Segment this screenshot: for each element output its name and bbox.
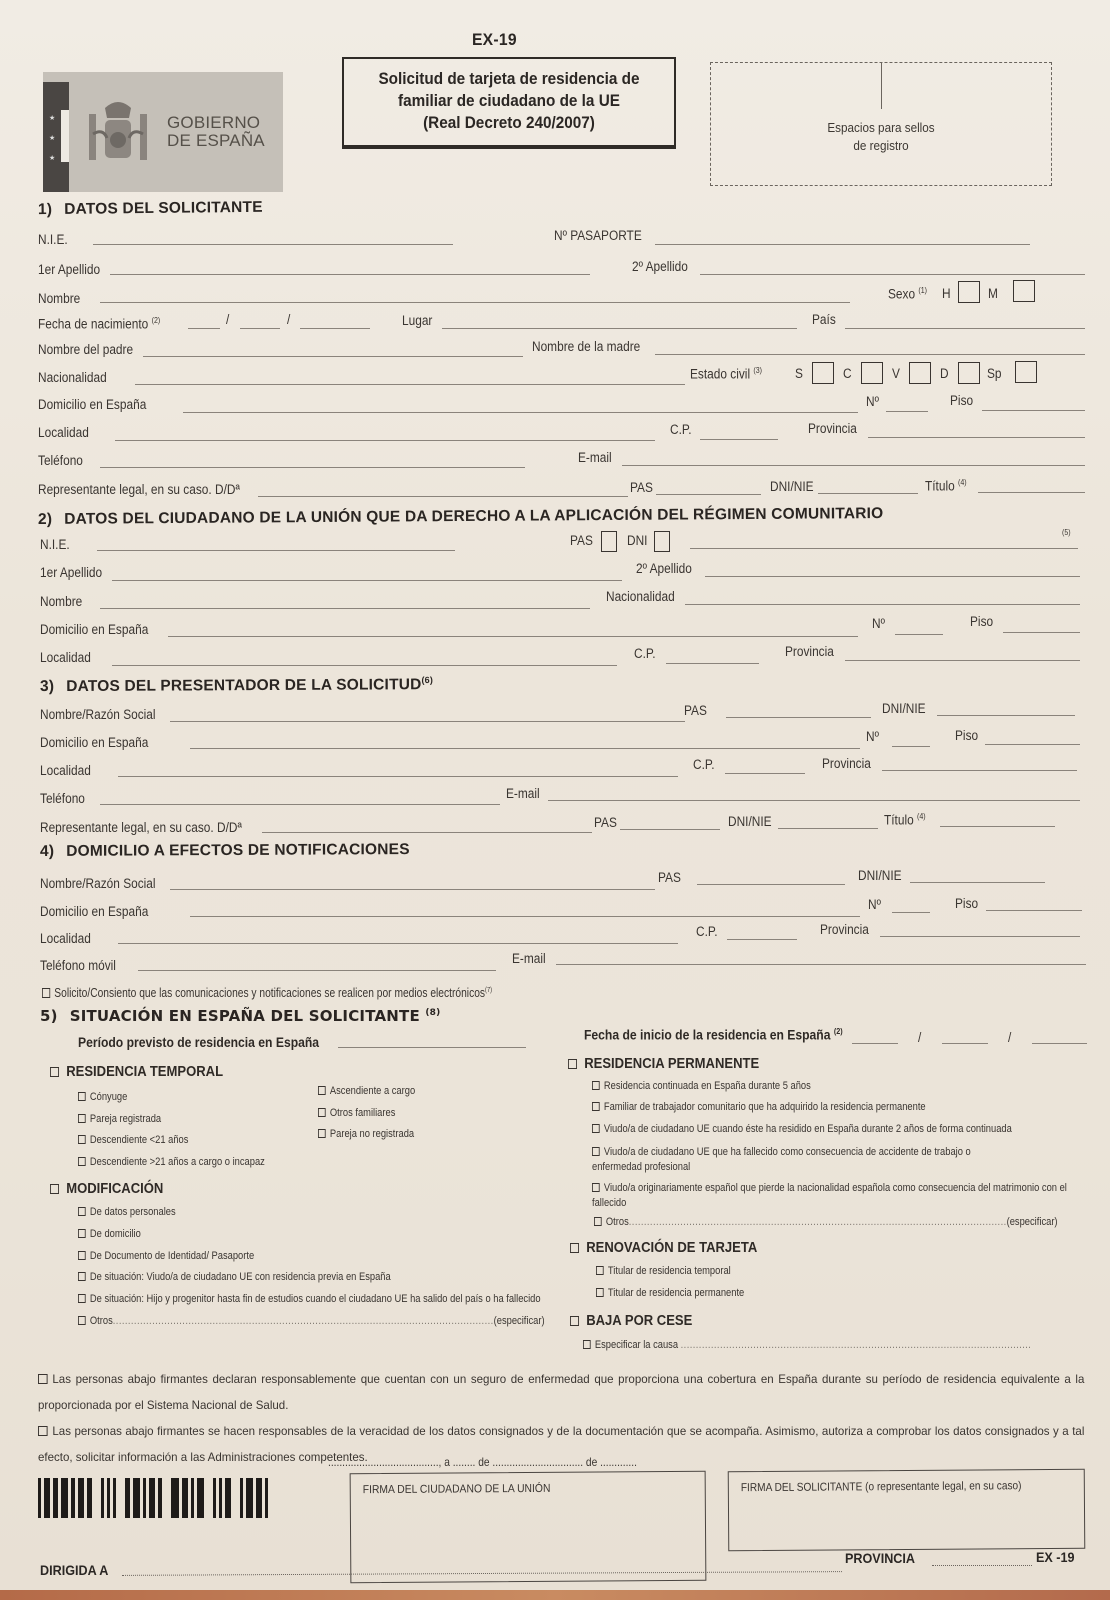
ue-localidad-input[interactable]	[112, 665, 617, 666]
mod-documento-checkbox[interactable]: De Documento de Identidad/ Pasaporte	[78, 1250, 254, 1262]
sexo-h-checkbox[interactable]	[958, 281, 980, 303]
label-ue-numero: Nº	[872, 616, 885, 631]
label-email: E-mail	[578, 450, 612, 465]
form-title-line-3: (Real Decreto 240/2007)	[423, 113, 595, 132]
pres-rep-pas-input[interactable]	[620, 829, 720, 830]
form-title-line-1: Solicitud de tarjeta de residencia de	[378, 69, 640, 88]
notif-cp-input[interactable]	[727, 939, 797, 940]
coat-of-arms-icon	[85, 94, 151, 172]
registry-stamp-area	[710, 62, 1052, 186]
label-estado-sp: Sp	[987, 366, 1002, 381]
label-pres-dninie: DNI/NIE	[882, 701, 926, 716]
label-pres-rep-dninie: DNI/NIE	[728, 814, 772, 829]
form-code: EX-19	[471, 30, 517, 49]
label-notif-pas: PAS	[658, 870, 681, 885]
notif-numero-input[interactable]	[892, 912, 930, 913]
label-periodo: Período previsto de residencia en España	[78, 1035, 320, 1050]
label-notif-email: E-mail	[512, 951, 546, 966]
label-pres-email: E-mail	[506, 786, 540, 801]
label-madre: Nombre de la madre	[532, 339, 641, 354]
label-pres-numero: Nº	[866, 729, 879, 744]
pas-input[interactable]	[656, 494, 761, 495]
ue-cp-input[interactable]	[666, 663, 759, 664]
ue-documento-input[interactable]	[690, 548, 1078, 549]
sexo-m-checkbox[interactable]	[1013, 280, 1035, 302]
dninie-input[interactable]	[818, 493, 918, 494]
notif-dninie-input[interactable]	[910, 882, 1045, 883]
firma-solicitante-label: FIRMA DEL SOLICITANTE (o representante legal, en su caso)	[740, 1480, 1022, 1495]
pres-email-input[interactable]	[548, 800, 1080, 801]
pres-piso-input[interactable]	[985, 744, 1080, 745]
label-dninie: DNI/NIE	[770, 479, 814, 494]
logo-bar: ★ ★ ★	[43, 82, 69, 192]
label-fecha-nacimiento: Fecha de nacimiento $^{(2)}$	[38, 316, 161, 332]
provincia-footer-input[interactable]	[932, 1552, 1032, 1566]
notif-email-input[interactable]	[556, 964, 1086, 965]
estado-v-checkbox[interactable]	[909, 362, 931, 384]
pres-telefono-input[interactable]	[100, 804, 500, 805]
label-ue-pas: PAS	[570, 533, 593, 548]
label-notif-piso: Piso	[955, 896, 979, 911]
fecha-nac-ano-input[interactable]	[300, 328, 370, 329]
checkbox-icon[interactable]	[50, 1184, 59, 1194]
label-ue-cp: C.P.	[634, 646, 656, 661]
estado-s-checkbox[interactable]	[812, 362, 834, 384]
residencia-temporal-checkbox[interactable]: RESIDENCIA TEMPORAL	[50, 1064, 223, 1080]
temporal-otros-familiares-checkbox[interactable]: Otros familiares	[318, 1107, 395, 1119]
label-piso: Piso	[950, 393, 974, 408]
notif-provincia-input[interactable]	[880, 936, 1080, 937]
label-estado-civil: Estado civil $^{(3)}$	[690, 366, 763, 382]
label-sexo-m: M	[988, 286, 998, 301]
pres-pas-input[interactable]	[726, 717, 871, 718]
label-sexo-h: H	[942, 286, 951, 301]
dirigida-input[interactable]	[122, 1558, 842, 1576]
label-notif-cp: C.P.	[696, 924, 718, 939]
temporal-conyuge-checkbox[interactable]: Cónyuge	[78, 1091, 127, 1103]
label-pais: País	[812, 312, 836, 327]
label-telefono: Teléfono	[38, 453, 83, 468]
mod-situacion-hijo-checkbox[interactable]: De situación: Hijo y progenitor hasta fin de estudios cuando el ciudadano UE ha salido del país o ha fallecido	[78, 1293, 541, 1305]
baja-causa-checkbox[interactable]: Especificar la causa ....................................................................................................................	[583, 1339, 1031, 1351]
perm-viudo-2-anos-checkbox[interactable]: Viudo/a de ciudadano UE cuando éste ha residido en España durante 2 años de forma continuada	[592, 1123, 1012, 1135]
provincia-input[interactable]	[868, 437, 1085, 438]
ue-numero-input[interactable]	[895, 634, 943, 635]
date-separator: /	[1008, 1030, 1012, 1045]
notif-pas-input[interactable]	[697, 884, 845, 885]
declaration-seguro-checkbox[interactable]	[38, 1374, 48, 1384]
mod-situacion-viudo-checkbox[interactable]: De situación: Viudo/a de ciudadano UE con residencia previa en España	[78, 1271, 391, 1283]
fecha-inicio-mes-input[interactable]	[942, 1043, 988, 1044]
pres-representante-input[interactable]	[262, 832, 592, 833]
date-separator: /	[918, 1030, 922, 1045]
pres-rep-dninie-input[interactable]	[778, 828, 878, 829]
declaration-seguro: Las personas abajo firmantes declaran responsablemente que cuentan con un seguro de enfermedad que proporciona una cobertura en España durante su período de residencia equivalente a la proporcionada por el Sistema Nacional de Salud.	[38, 1372, 1085, 1412]
gobierno-logo	[43, 72, 283, 192]
label-lugar: Lugar	[402, 313, 433, 328]
cp-input[interactable]	[700, 439, 778, 440]
perm-otros-checkbox[interactable]: Otros.............................................................................................................................(especificar)	[594, 1216, 1058, 1228]
nombre-input[interactable]	[100, 302, 850, 303]
estado-c-checkbox[interactable]	[861, 362, 883, 384]
label-pres-representante: Representante legal, en su caso. D/Dª	[40, 820, 242, 835]
label-sexo: Sexo $^{(1)}$	[888, 286, 928, 302]
fecha-inicio-dia-input[interactable]	[852, 1043, 898, 1044]
label-notif-localidad: Localidad	[40, 931, 91, 946]
stamp-text-1: Espacios para sellos	[827, 120, 935, 135]
lugar-input[interactable]	[442, 328, 797, 329]
notif-nombre-input[interactable]	[170, 889, 655, 890]
label-titulo: Título $^{(4)}$	[925, 478, 967, 494]
ue-apellido1-input[interactable]	[112, 580, 622, 581]
ue-provincia-input[interactable]	[845, 660, 1080, 661]
section-1-title: 1) DATOS DEL SOLICITANTE	[37, 198, 263, 219]
consent-electronic-checkbox[interactable]: Solicito/Consiento que las comunicaciones y notificaciones se realicen por medios electrónicos$^{(7)}$	[42, 986, 492, 1000]
label-apellido2: 2º Apellido	[632, 259, 688, 274]
label-pres-provincia: Provincia	[822, 756, 871, 771]
pasaporte-input[interactable]	[655, 244, 1030, 245]
temporal-ascendiente-checkbox[interactable]: Ascendiente a cargo	[318, 1085, 415, 1097]
label-notif-provincia: Provincia	[820, 922, 869, 937]
perm-familiar-trabajador-checkbox[interactable]: Familiar de trabajador comunitario que ha adquirido la residencia permanente	[592, 1101, 926, 1113]
residencia-permanente-checkbox[interactable]: RESIDENCIA PERMANENTE	[568, 1056, 759, 1072]
label-nombre: Nombre	[38, 291, 81, 306]
checkbox-icon[interactable]	[50, 1067, 59, 1077]
section-3-title: 3) DATOS DEL PRESENTADOR DE LA SOLICITUD$^{(6)}$	[39, 674, 434, 696]
checkbox-icon[interactable]	[570, 1316, 579, 1326]
temporal-descendiente-menor-checkbox[interactable]: Descendiente <21 años	[78, 1134, 188, 1146]
label-pres-piso: Piso	[955, 728, 979, 743]
telefono-input[interactable]	[100, 467, 525, 468]
label-pres-nombre: Nombre/Razón Social	[40, 707, 156, 722]
barcode	[38, 1478, 268, 1518]
label-ue-nacionalidad: Nacionalidad	[606, 589, 675, 604]
localidad-input[interactable]	[115, 440, 655, 441]
checkbox-icon[interactable]	[42, 988, 50, 998]
firma-ciudadano-label: FIRMA DEL CIUDADANO DE LA UNIÓN	[362, 1482, 551, 1497]
mod-datos-personales-checkbox[interactable]: De datos personales	[78, 1206, 176, 1218]
email-input[interactable]	[622, 465, 1085, 466]
label-pres-pas: PAS	[684, 703, 707, 718]
label-pres-telefono: Teléfono	[40, 791, 85, 806]
date-separator: /	[226, 312, 230, 327]
label-estado-d: D	[940, 366, 949, 381]
label-localidad: Localidad	[38, 425, 89, 440]
ue-pas-checkbox[interactable]	[601, 531, 617, 552]
ue-domicilio-input[interactable]	[168, 636, 858, 637]
piso-input[interactable]	[982, 410, 1085, 411]
label-ue-piso: Piso	[970, 614, 994, 629]
apellido1-input[interactable]	[110, 274, 590, 275]
label-ue-dni: DNI	[627, 533, 648, 548]
label-nie: N.I.E.	[38, 232, 68, 247]
perm-viudo-accidente-checkbox[interactable]: Viudo/a de ciudadano UE que ha fallecido como consecuencia de accidente de trabajo o enfermedad profesional	[592, 1146, 971, 1173]
pres-dninie-input[interactable]	[937, 715, 1075, 716]
titulo-input[interactable]	[978, 492, 1085, 493]
renovacion-checkbox[interactable]: RENOVACIÓN DE TARJETA	[570, 1240, 757, 1256]
notif-localidad-input[interactable]	[118, 943, 678, 944]
label-pres-cp: C.P.	[693, 757, 715, 772]
label-notif-numero: Nº	[868, 897, 881, 912]
label-notif-nombre: Nombre/Razón Social	[40, 876, 156, 891]
label-pres-localidad: Localidad	[40, 763, 91, 778]
label-ue-apellido2: 2º Apellido	[636, 561, 692, 576]
pres-domicilio-input[interactable]	[190, 748, 860, 749]
perm-viudo-nacionalidad-checkbox[interactable]: Viudo/a originariamente español que pierde la nacionalidad española como consecuencia del matrimonio con el fallecido	[592, 1182, 1067, 1209]
ue-nacionalidad-input[interactable]	[685, 604, 1080, 605]
label-nacionalidad: Nacionalidad	[38, 370, 107, 385]
provincia-footer-label: PROVINCIA	[845, 1550, 916, 1566]
padre-input[interactable]	[143, 356, 523, 357]
place-date-field[interactable]: ......................................., a ........ de ................................ de .............	[328, 1455, 637, 1469]
pres-provincia-input[interactable]	[882, 770, 1077, 771]
label-notif-dninie: DNI/NIE	[858, 868, 902, 883]
pres-nombre-input[interactable]	[170, 721, 685, 722]
domicilio-input[interactable]	[183, 412, 858, 413]
firma-solicitante-box[interactable]	[728, 1469, 1086, 1551]
estado-d-checkbox[interactable]	[958, 362, 980, 384]
stamp-text-2: de registro	[853, 138, 909, 153]
baja-cese-checkbox[interactable]: BAJA POR CESE	[570, 1313, 692, 1329]
renov-temporal-checkbox[interactable]: Titular de residencia temporal	[596, 1265, 731, 1277]
fecha-nac-mes-input[interactable]	[240, 328, 280, 329]
label-numero: Nº	[866, 394, 879, 409]
checkbox-icon[interactable]	[568, 1059, 577, 1069]
fecha-nac-dia-input[interactable]	[188, 328, 220, 329]
temporal-pareja-registrada-checkbox[interactable]: Pareja registrada	[78, 1113, 161, 1125]
label-ue-nie: N.I.E.	[40, 537, 70, 552]
pres-numero-input[interactable]	[892, 746, 930, 747]
label-ue-provincia: Provincia	[785, 644, 834, 659]
label-pres-titulo: Título $^{(4)}$	[884, 812, 926, 828]
temporal-descendiente-mayor-checkbox[interactable]: Descendiente >21 años a cargo o incapaz	[78, 1156, 265, 1168]
pres-cp-input[interactable]	[725, 773, 805, 774]
section-5-title: 5) SITUACIÓN EN ESPAÑA DEL SOLICITANTE $^{(8)}$	[40, 1007, 441, 1025]
label-apellido1: 1er Apellido	[38, 262, 101, 277]
dirigida-label: DIRIGIDA A	[40, 1562, 109, 1578]
label-pas: PAS	[630, 480, 653, 495]
mod-domicilio-checkbox[interactable]: De domicilio	[78, 1228, 141, 1240]
pais-input[interactable]	[845, 328, 1085, 329]
logo-text-2: DE ESPAÑA	[167, 131, 265, 150]
declaration-veracidad: Las personas abajo firmantes se hacen responsables de la veracidad de los datos consignados y de la documentación que se acompaña. Asimismo, autoriza a comprobar los datos consignados y a tal efecto, solicitar información a las Administraciones competentes.	[38, 1424, 1085, 1464]
ue-doc-note: (5)	[1062, 528, 1071, 537]
estado-sp-checkbox[interactable]	[1015, 361, 1037, 383]
madre-input[interactable]	[655, 354, 1085, 355]
modificacion-checkbox[interactable]: MODIFICACIÓN	[50, 1181, 163, 1197]
label-ue-domicilio: Domicilio en España	[40, 622, 149, 637]
nie-input[interactable]	[93, 244, 453, 245]
label-notif-telefono-movil: Teléfono móvil	[40, 958, 116, 973]
date-separator: /	[287, 312, 291, 327]
label-padre: Nombre del padre	[38, 342, 134, 357]
form-title-line-2: familiar de ciudadano de la UE	[398, 91, 620, 110]
periodo-input[interactable]	[338, 1047, 526, 1048]
label-fecha-inicio: Fecha de inicio de la residencia en España $^{(2)}$	[584, 1027, 843, 1043]
surface-edge	[0, 1590, 1110, 1600]
label-ue-apellido1: 1er Apellido	[40, 565, 103, 580]
label-cp: C.P.	[670, 422, 692, 437]
footer-form-code: EX -19	[1036, 1549, 1075, 1565]
label-pres-domicilio: Domicilio en España	[40, 735, 149, 750]
declaration-veracidad-checkbox[interactable]	[38, 1426, 48, 1436]
ue-nie-input[interactable]	[97, 550, 455, 551]
nacionalidad-input[interactable]	[135, 384, 685, 385]
label-estado-v: V	[892, 366, 900, 381]
label-ue-localidad: Localidad	[40, 650, 91, 665]
ue-dni-checkbox[interactable]	[654, 531, 670, 552]
label-estado-s: S	[795, 366, 803, 381]
pres-titulo-input[interactable]	[940, 826, 1055, 827]
label-provincia: Provincia	[808, 421, 857, 436]
ue-nombre-input[interactable]	[100, 608, 590, 609]
representante-input[interactable]	[258, 496, 628, 497]
notif-domicilio-input[interactable]	[190, 916, 860, 917]
form-title-box	[342, 57, 676, 149]
numero-input[interactable]	[886, 411, 928, 412]
section-2-title: 2) DATOS DEL CIUDADANO DE LA UNIÓN QUE DA DERECHO A LA APLICACIÓN DEL RÉGIMEN COMUNITARIO	[37, 505, 884, 528]
notif-telefono-movil-input[interactable]	[138, 970, 496, 971]
perm-5-anos-checkbox[interactable]: Residencia continuada en España durante 5 años	[592, 1080, 811, 1092]
label-notif-domicilio: Domicilio en España	[40, 904, 149, 919]
logo-text-1: GOBIERNO	[167, 113, 261, 132]
label-pres-rep-pas: PAS	[594, 815, 617, 830]
section-4-title: 4) DOMICILIO A EFECTOS DE NOTIFICACIONES	[39, 841, 410, 860]
temporal-pareja-no-registrada-checkbox[interactable]: Pareja no registrada	[318, 1128, 414, 1140]
apellido2-input[interactable]	[700, 274, 1085, 275]
label-representante: Representante legal, en su caso. D/Dª	[38, 482, 240, 497]
renov-permanente-checkbox[interactable]: Titular de residencia permanente	[596, 1287, 744, 1299]
label-ue-nombre: Nombre	[40, 594, 83, 609]
pres-localidad-input[interactable]	[118, 776, 678, 777]
mod-otros-checkbox[interactable]: Otros..............................................................................................................................(especificar)	[78, 1315, 545, 1327]
checkbox-icon[interactable]	[570, 1243, 579, 1253]
fecha-inicio-ano-input[interactable]	[1032, 1043, 1087, 1044]
ue-piso-input[interactable]	[1003, 632, 1080, 633]
label-domicilio: Domicilio en España	[38, 397, 147, 412]
notif-piso-input[interactable]	[986, 910, 1082, 911]
ue-apellido2-input[interactable]	[705, 576, 1080, 577]
label-pasaporte: Nº PASAPORTE	[554, 228, 642, 243]
label-estado-c: C	[843, 366, 852, 381]
